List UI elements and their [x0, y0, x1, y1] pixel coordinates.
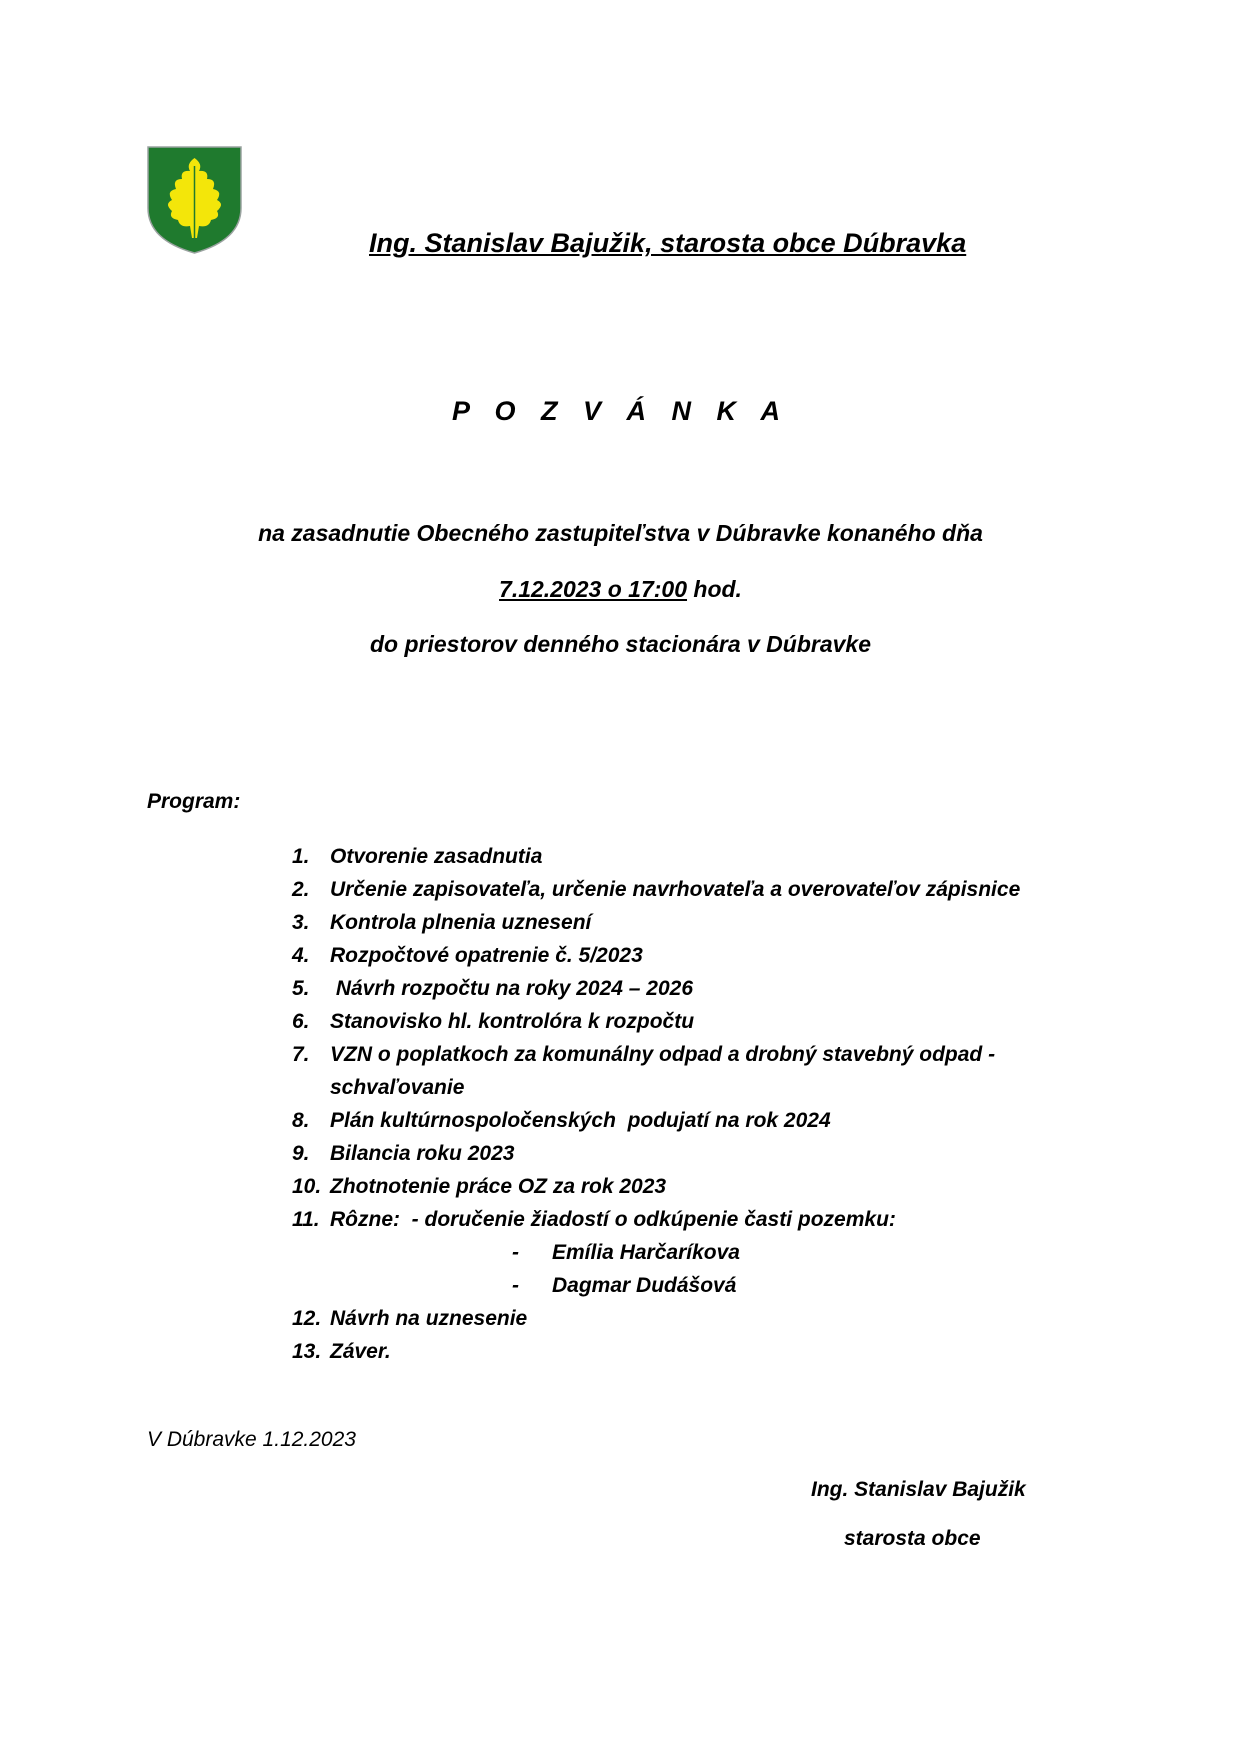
program-item: 13. Záver. — [292, 1340, 391, 1363]
program-item: 4. Rozpočtové opatrenie č. 5/2023 — [292, 944, 643, 967]
program-item: 8. Plán kultúrnospoločenských podujatí na rok 2024 — [292, 1109, 831, 1132]
program-item: 3. Kontrola plnenia uznesení — [292, 911, 592, 934]
program-item: 10. Zhotnotenie práce OZ za rok 2023 — [292, 1175, 667, 1198]
program-item: 9. Bilancia roku 2023 — [292, 1142, 515, 1165]
sub-item-name: Emília Harčaríkova — [552, 1241, 740, 1264]
venue-line: do priestorov denného stacionára v Dúbravke — [369, 631, 872, 657]
program-item: 2. Určenie zapisovateľa, určenie navrhovateľa a overovateľov zápisnice — [292, 878, 1021, 901]
invitation-line: na zasadnutie Obecného zastupiteľstva v Dúbravke konaného dňa — [258, 520, 983, 546]
municipal-crest-logo — [147, 146, 242, 254]
program-label: Program: — [147, 790, 241, 813]
program-item-continuation: schvaľovanie — [330, 1076, 465, 1099]
program-item: 5. Návrh rozpočtu na roky 2024 – 2026 — [292, 977, 693, 1000]
signature-name: Ing. Stanislav Bajužik — [811, 1478, 1026, 1501]
signature-role: starosta obce — [844, 1527, 981, 1550]
sub-item-dash: - — [512, 1241, 519, 1264]
document-title: P O Z V Á N K A — [451, 396, 789, 426]
program-item: 1. Otvorenie zasadnutia — [292, 845, 543, 868]
program-item: 6. Stanovisko hl. kontrolóra k rozpočtu — [292, 1010, 695, 1033]
sub-item-name: Dagmar Dudášová — [552, 1274, 737, 1297]
program-item: 11. Rôzne: - doručenie žiadostí o odkúpenie časti pozemku: — [292, 1208, 896, 1231]
program-item: 7. VZN o poplatkoch za komunálny odpad a drobný stavebný odpad - — [292, 1043, 996, 1066]
program-item: 12. Návrh na uznesenie — [292, 1307, 528, 1330]
sub-item-dash: - — [512, 1274, 519, 1297]
place-and-date: V Dúbravke 1.12.2023 — [147, 1428, 356, 1451]
meeting-date-suffix: hod. — [687, 576, 742, 602]
meeting-date-line — [0, 576, 1241, 603]
header-title: Ing. Stanislav Bajužik, starosta obce Dúbravka — [369, 228, 967, 258]
meeting-date-time: 7.12.2023 o 17:00 — [499, 576, 688, 602]
